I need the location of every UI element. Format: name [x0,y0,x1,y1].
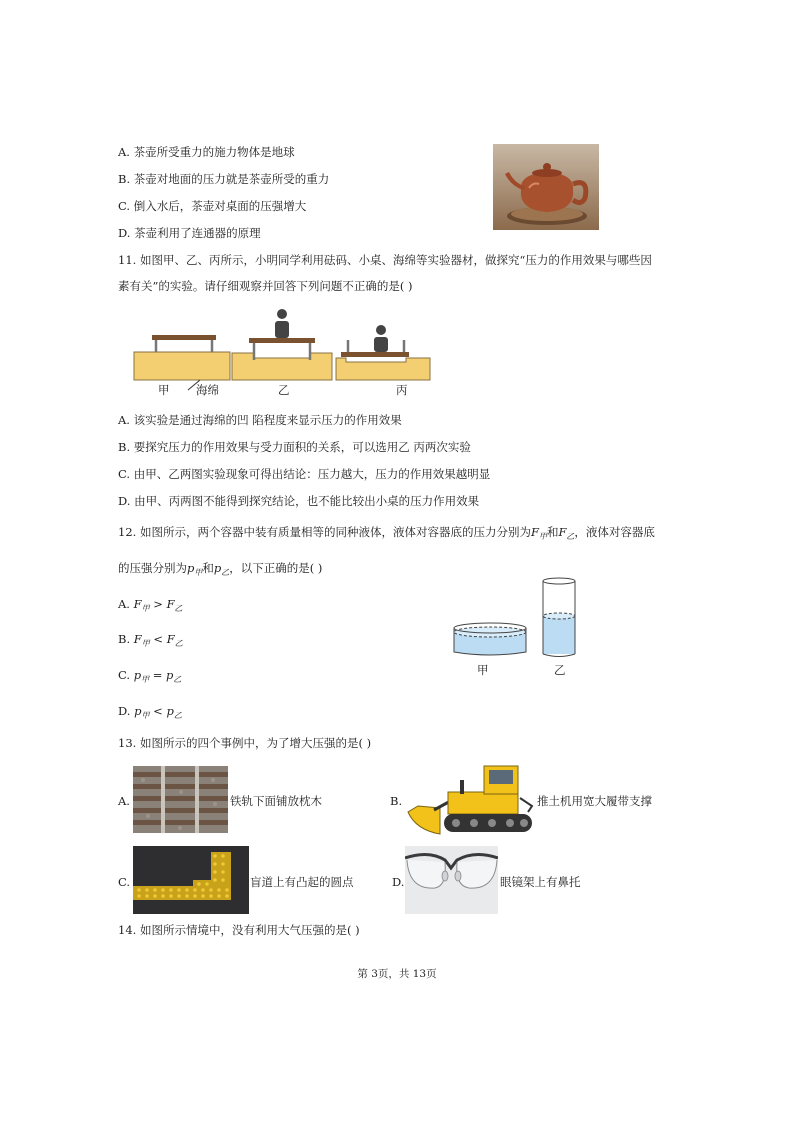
q13-option-d-letter: D. [392,875,405,889]
q11-option-b: B. 要探究压力的作用效果与受力面积的关系，可以选用乙 丙两次实验 [118,440,471,454]
teapot-photo [493,144,599,230]
option-a: A. 茶壶所受重力的施力物体是地球 [118,145,295,159]
q11-stem-line1: 11. 如图甲、乙、丙所示，小明同学利用砝码、小桌、海绵等实验器材，做探究“压力的作用效果与哪些因 [118,253,652,267]
q12-stem-line1: 12. 如图所示，两个容器中装有质量相等的同种液体，液体对容器底的压力分别为$F_甲$和$F_乙$，液体对容器底 [118,525,655,541]
option-b: B. 茶壶对地面的压力就是茶壶所受的重力 [118,172,330,186]
container-label-jia: 甲 [477,663,489,677]
bulldozer-photo [404,758,536,840]
figure-label-sponge: 海绵 [196,383,219,397]
sponge-bing-setup [336,325,430,380]
q13-option-b-text: 推土机用宽大履带支撑 [537,794,652,808]
figure-label-bing: 丙 [396,383,408,397]
page-footer: 第 3页，共 13页 [357,968,437,980]
q12-option-a: A. $F_甲 > F_乙$ [118,597,183,613]
q11-option-d: D. 由甲、丙两图不能得到探究结论，也不能比较出小桌的压力作用效果 [118,494,480,508]
q14-stem: 14. 如图所示情境中，没有利用大气压强的是( ) [118,923,360,937]
q11-stem-line2: 素有关”的实验。请仔细观察并回答下列问题不正确的是( ) [118,279,413,293]
q13-stem: 13. 如图所示的四个事例中，为了增大压强的是( ) [118,736,372,750]
eyeglasses-photo [405,846,498,914]
q13-option-a-text: 铁轨下面铺放枕木 [230,794,322,808]
sponge-jia-setup [134,335,230,380]
q12-option-d: D. $p_甲 < p_乙$ [118,704,182,720]
q11-option-a: A. 该实验是通过海绵的凹 陷程度来显示压力的作用效果 [118,413,402,427]
q12-stem-line2: 的压强分别为$p_甲$和$p_乙$，以下正确的是( ) [118,561,323,577]
tactile-paving-photo [133,846,249,914]
q13-option-c-text: 盲道上有凸起的圆点 [250,875,354,889]
option-c: C. 倒入水后，茶壶对桌面的压强增大 [118,199,307,213]
sponge-yi-setup [232,309,332,380]
option-d: D. 茶壶利用了连通器的原理 [118,226,261,240]
q13-option-c-letter: C. [118,875,131,889]
railway-photo [133,766,228,833]
q12-container-figure [450,574,580,660]
q12-option-b: B. $F_甲 < F_乙$ [118,632,183,648]
container-label-yi: 乙 [554,663,566,677]
q13-option-b-letter: B. [390,794,403,808]
figure-label-yi: 乙 [278,383,290,397]
q13-option-d-text: 眼镜架上有鼻托 [500,875,581,889]
q12-option-c: C. $p_甲 = p_乙$ [118,668,182,684]
container-yi [543,578,575,657]
q13-option-a-letter: A. [118,794,130,808]
q11-option-c: C. 由甲、乙两图实验现象可得出结论：压力越大，压力的作用效果越明显 [118,467,491,481]
figure-label-jia: 甲 [158,383,170,397]
container-jia [454,623,526,655]
